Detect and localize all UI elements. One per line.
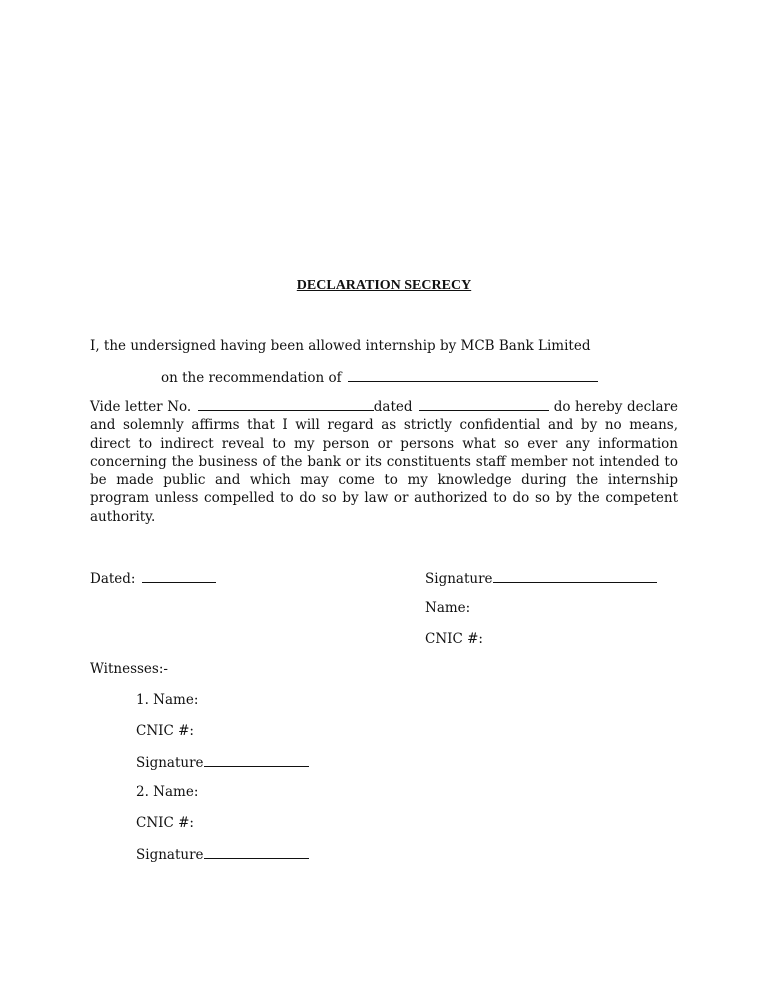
letter-date-blank[interactable]	[419, 398, 549, 411]
declaration-body: do hereby declare and solemnly affirms that I will regard as strictly confidential and by no means, direct to indirect reveal to my person or persons what so ever any information concerning the business of the bank or its constituents staff member not intended to be made public and which may come to my knowledge during the internship program unless compelled to do so by law or authorized to do so by the competent authority.	[90, 399, 678, 525]
witness-2-signature-row	[136, 846, 309, 863]
witness-1-name-label: 1. Name:	[136, 692, 199, 708]
witness-2-signature-blank[interactable]	[204, 846, 309, 859]
dated-row	[90, 570, 216, 587]
witness-2-signature-label: Signature	[136, 847, 204, 863]
recommendation-blank[interactable]	[348, 369, 598, 382]
dated-blank[interactable]	[142, 570, 216, 583]
cnic-label: CNIC #:	[425, 631, 483, 647]
signature-label: Signature	[425, 571, 493, 587]
witness-1-signature-label: Signature	[136, 755, 204, 771]
intro-line: I, the undersigned having been allowed internship by MCB Bank Limited	[90, 338, 591, 354]
witness-1-signature-blank[interactable]	[204, 754, 309, 767]
recommendation-label: on the recommendation of	[161, 370, 342, 386]
witness-1-cnic-label: CNIC #:	[136, 723, 194, 739]
dated-label: Dated:	[90, 571, 136, 587]
letter-number-blank[interactable]	[198, 398, 374, 411]
witnesses-heading: Witnesses:-	[90, 661, 168, 677]
document-title: DECLARATION SECRECY	[296, 278, 472, 293]
witness-1-signature-row	[136, 754, 309, 771]
dated-inline-label: dated	[373, 399, 413, 415]
signature-blank[interactable]	[493, 570, 657, 583]
witness-2-cnic-label: CNIC #:	[136, 815, 194, 831]
witness-2-name-label: 2. Name:	[136, 784, 199, 800]
signature-row	[425, 570, 657, 587]
recommendation-line	[161, 369, 598, 386]
name-label: Name:	[425, 600, 471, 616]
vide-letter-label: Vide letter No.	[90, 399, 192, 415]
declaration-paragraph	[90, 398, 678, 526]
